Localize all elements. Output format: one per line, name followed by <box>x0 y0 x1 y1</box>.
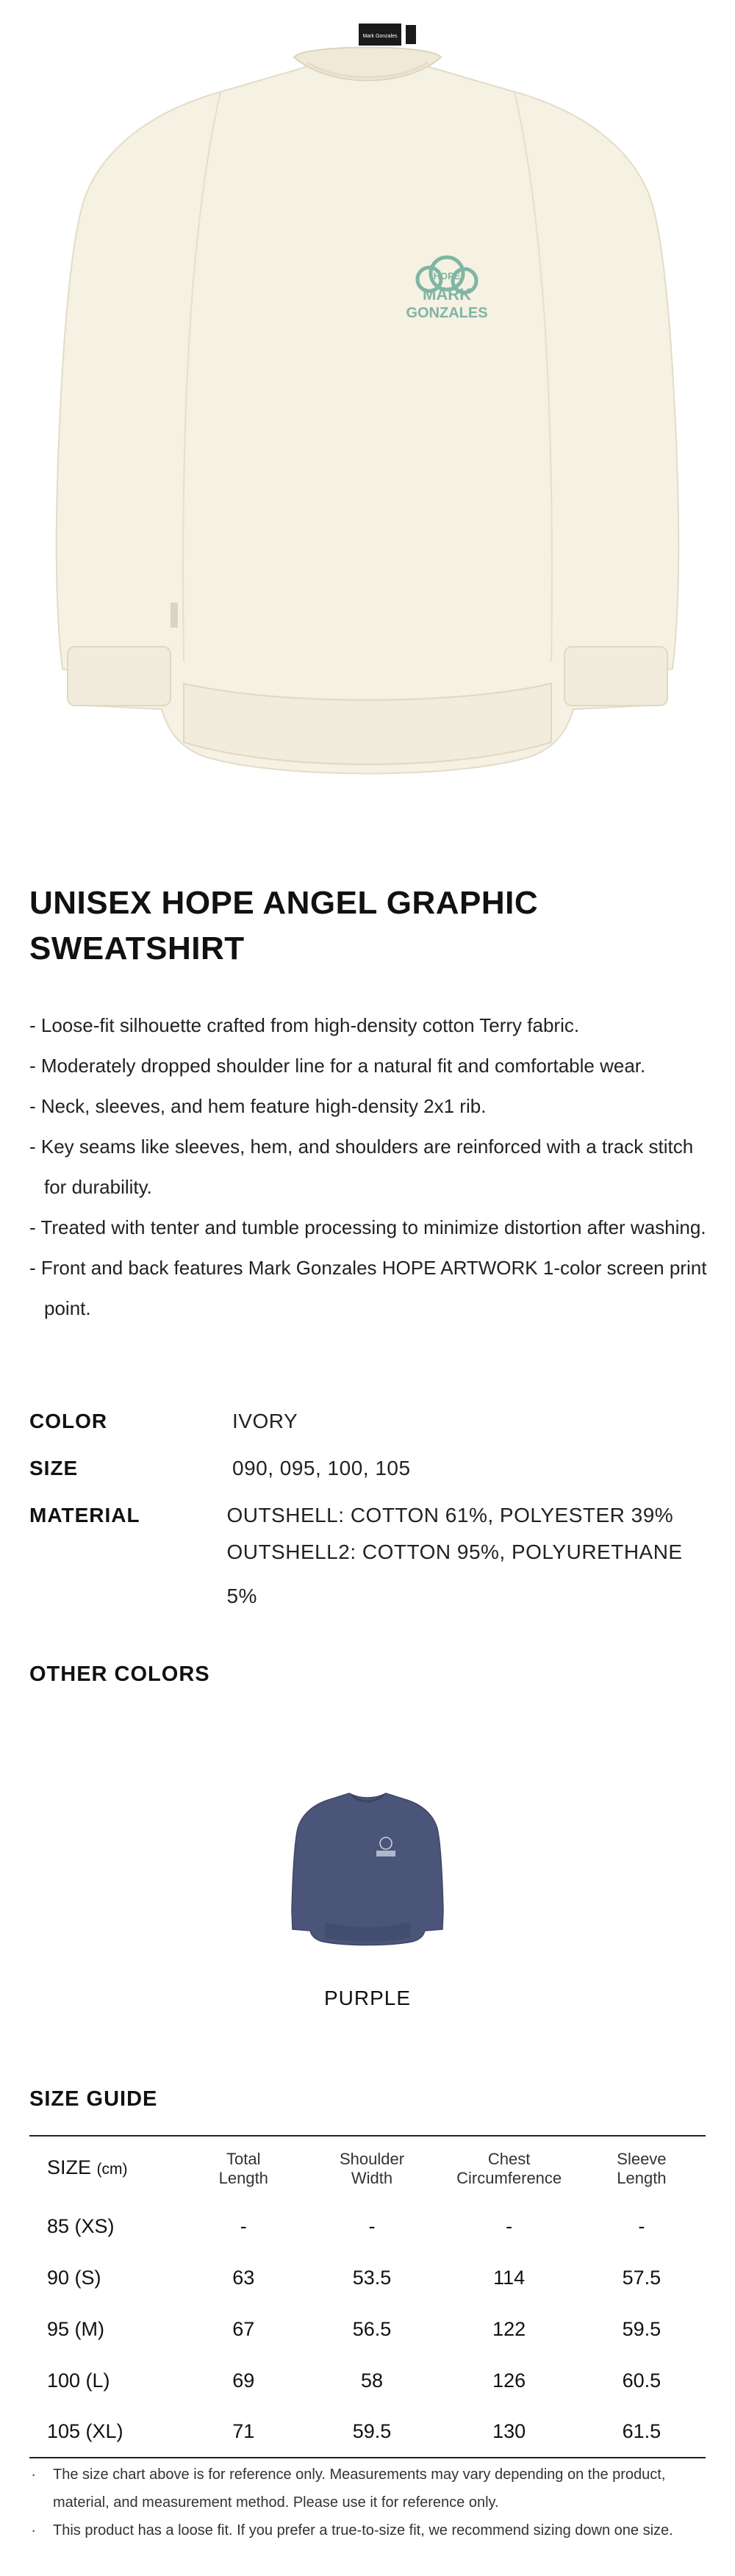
other-color-item[interactable] <box>279 1786 456 2010</box>
table-cell: 67 <box>232 2317 255 2340</box>
size-value: 090, 095, 100, 105 <box>232 1457 411 1479</box>
table-cell: 130 <box>440 2406 577 2458</box>
table-cell: - <box>368 2214 376 2237</box>
table-cell: 61.5 <box>578 2406 706 2458</box>
svg-text:MARK: MARK <box>423 285 471 304</box>
table-cell: 53.5 <box>352 2266 392 2289</box>
column-header: Chest Circumference <box>456 2149 562 2187</box>
feature-item: - Moderately dropped shoulder line for a natural fit and comfortable wear. <box>29 1055 646 1077</box>
table-row <box>29 2406 706 2458</box>
size-unit: (cm) <box>96 2161 128 2178</box>
spec-table <box>29 1407 706 1618</box>
feature-item: - Front and back features Mark Gonzales HOPE ARTWORK 1-color screen print point. <box>29 1257 707 1319</box>
size-column-header <box>29 2136 184 2200</box>
product-image <box>0 0 735 816</box>
table-row <box>29 2200 706 2252</box>
other-color-name: PURPLE <box>323 1987 412 2009</box>
color-label: COLOR <box>29 1410 108 1432</box>
table-cell: 63 <box>232 2266 255 2289</box>
other-colors-heading: OTHER COLORS <box>29 1662 210 1686</box>
size-header-label: SIZE <box>47 2156 92 2178</box>
size-cell: 100 (L) <box>47 2369 110 2392</box>
table-row <box>29 2303 706 2355</box>
feature-item: - Treated with tenter and tumble processing to minimize distortion after washing. <box>29 1216 706 1238</box>
material-label: MATERIAL <box>29 1504 140 1526</box>
size-table-header <box>29 2136 706 2200</box>
size-guide-heading: SIZE GUIDE <box>29 2087 158 2111</box>
feature-list <box>29 1005 720 1329</box>
table-cell: - <box>506 2214 513 2237</box>
table-cell: 56.5 <box>352 2317 392 2340</box>
svg-text:HOPE: HOPE <box>433 270 461 281</box>
table-row <box>29 2252 706 2303</box>
table-cell: - <box>240 2214 247 2237</box>
note-item: · The size chart above is for reference only. Measurements may vary depending on the product, material, and measurement method. Please use it for reference only. <box>29 2461 720 2516</box>
size-guide-table <box>29 2135 706 2458</box>
product-title: UNISEX HOPE ANGEL GRAPHIC SWEATSHIRT <box>29 885 539 966</box>
size-cell: 85 (XS) <box>47 2214 115 2237</box>
purple-sweatshirt-thumbnail <box>279 1786 456 1955</box>
table-cell: 122 <box>492 2317 526 2340</box>
table-cell: 69 <box>232 2369 255 2392</box>
sweatshirt-illustration <box>0 0 735 816</box>
table-row <box>29 2355 706 2406</box>
note-item: · This product has a loose fit. If you prefer a true-to-size fit, we recommend sizing down one size. <box>29 2516 720 2544</box>
feature-item: - Loose-fit silhouette crafted from high-density cotton Terry fabric. <box>29 1014 580 1036</box>
size-label: SIZE <box>29 1457 79 1479</box>
table-cell: 57.5 <box>622 2266 662 2289</box>
color-value: IVORY <box>232 1410 298 1432</box>
column-header: Total Length <box>218 2149 268 2187</box>
table-cell: 71 <box>184 2406 304 2458</box>
size-cell: 105 (XL) <box>29 2406 184 2458</box>
column-header: Shoulder Width <box>339 2149 405 2187</box>
size-cell: 90 (S) <box>47 2266 101 2289</box>
spec-row-color <box>29 1407 706 1454</box>
feature-item: - Key seams like sleeves, hem, and shoulders are reinforced with a track stitch for durability. <box>29 1135 694 1198</box>
table-cell: - <box>638 2214 645 2237</box>
size-guide-notes <box>29 2461 720 2544</box>
table-cell: 114 <box>493 2266 526 2289</box>
table-cell: 126 <box>492 2369 526 2392</box>
spec-row-material <box>29 1501 706 1618</box>
size-cell: 95 (M) <box>47 2317 105 2340</box>
svg-text:GONZALES: GONZALES <box>406 305 488 321</box>
table-cell: 59.5 <box>622 2317 662 2340</box>
neck-label-text: Mark Gonzales <box>362 34 398 39</box>
feature-item: - Neck, sleeves, and hem feature high-density 2x1 rib. <box>29 1095 487 1117</box>
table-cell: 60.5 <box>622 2369 662 2392</box>
table-cell: 58 <box>360 2369 384 2392</box>
column-header: Sleeve Length <box>617 2149 667 2187</box>
material-line: OUTSHELL2: COTTON 95%, POLYURETHANE 5% <box>226 1540 683 1607</box>
spec-row-size <box>29 1454 706 1501</box>
material-line: OUTSHELL: COTTON 61%, POLYESTER 39% <box>226 1504 674 1526</box>
table-cell: 59.5 <box>304 2406 441 2458</box>
